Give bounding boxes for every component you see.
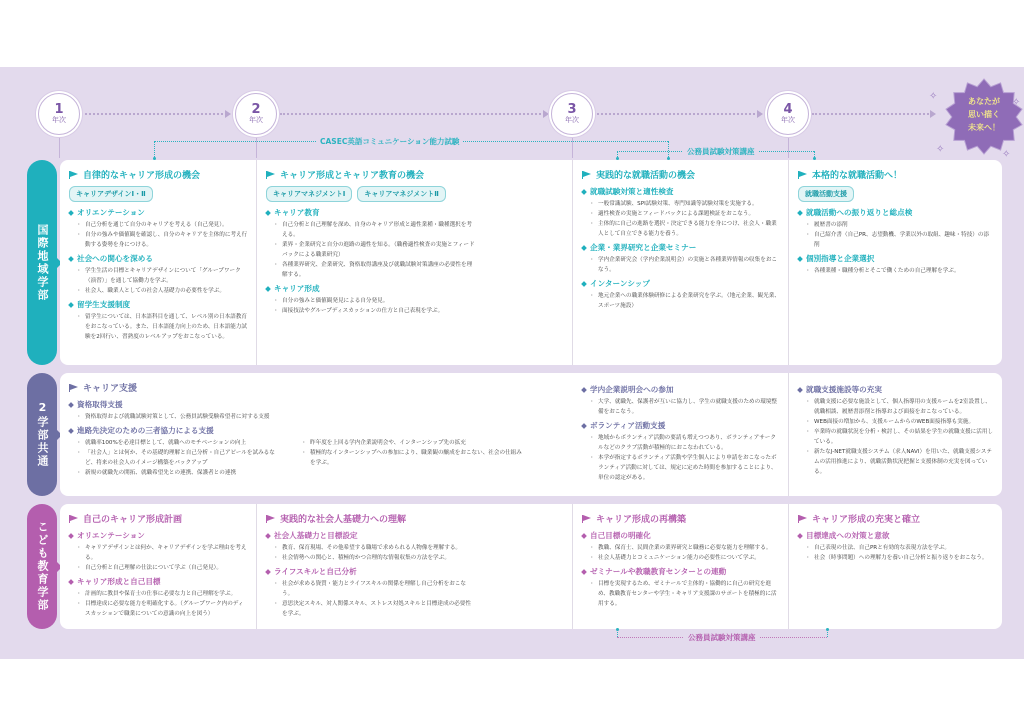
arrow-icon (543, 110, 549, 118)
flag-icon (266, 171, 276, 179)
international-dept-row (60, 160, 1002, 365)
course-pill: キャリアデザインⅠ・Ⅱ (69, 186, 153, 202)
section-title (582, 420, 780, 431)
list-item: ・ 履歴書の添削 (808, 220, 994, 230)
future-line: 未来へ！ (968, 123, 1000, 132)
column-title-text: 実践的な就職活動の機会 (596, 171, 696, 181)
year-1-marker (38, 93, 80, 135)
list-item: ・ 本学が指定するボランティア活動や学生個人により申請をおこなったボランティア活動に対しては、規定に定めた時間を参加することにより、単位の認定がある。 (592, 453, 780, 483)
arrow-icon (930, 110, 936, 118)
list-item: ・ 昨年度を上回る学内企業説明会や、インターンシップ先の拡充 (304, 438, 524, 448)
section-title (582, 278, 780, 289)
diamond-bullet-icon (68, 579, 74, 585)
list-item: ・ 資格取得および就職試験対策として、公務員試験受験希望者に対する支援 (79, 412, 565, 422)
section-title-text: 就職活動への振り返りと総点検 (806, 208, 913, 217)
flag-icon (582, 515, 592, 523)
timeline-connector (812, 113, 932, 115)
column-title-text: 自己のキャリア形成計画 (83, 515, 183, 525)
diamond-bullet-icon (68, 302, 74, 308)
section-title (582, 566, 780, 577)
list-item: ・ キャリアデザインとは何か、キャリアデザインを学ぶ理由を考える。 (79, 543, 248, 563)
children-year3-column (573, 504, 789, 629)
list-item: ・ 自己分析と自己理解の仕法について学ぶ（自己発見）。 (79, 563, 248, 573)
diamond-bullet-icon (68, 256, 74, 262)
section-title (266, 566, 564, 577)
section-title-text: ライフスキルと自己分析 (274, 567, 357, 576)
children-year4-column (789, 504, 1002, 629)
arrow-icon (225, 110, 231, 118)
common-row (60, 373, 1002, 496)
column-title-text: キャリア支援 (83, 384, 138, 394)
column-title (582, 168, 780, 181)
section-title-text: 留学生支援制度 (77, 300, 131, 309)
sparkle-icon: ✧ (929, 91, 938, 102)
section-title-text: オリエンテーション (77, 531, 145, 540)
list-item: ・ 留学生については、日本語科目を通して、レベル別の日本語教育をおこなっている。また、日本語能力向上のため、日本語能力試験を2回行い、習熟度のレベルアップをおこなっている。 (79, 312, 248, 342)
list-item: ・ 社会人基礎力とコミュニケーション能力の必要性について学ぶ。 (592, 553, 780, 563)
diamond-bullet-icon (265, 286, 271, 292)
section-title (266, 530, 564, 541)
dept-label-text: 国際地域学部 (36, 223, 49, 302)
diamond-bullet-icon (581, 387, 587, 393)
list-item: ・ 地元企業への職業体験研修による企業研究を学ぶ。（地元企業、観光業、スポーツ施設） (592, 291, 780, 311)
list-item: ・ 目標達成に必要な能力を明確化する。（グループワーク内のディスカッションで職業についての意識の向上を図う） (79, 599, 248, 619)
children-year2-column (257, 504, 573, 629)
sparkle-icon: ✧ (936, 144, 945, 155)
section-title-text: ボランティア活動支援 (590, 421, 666, 430)
list-item: ・ 教職、保育士、民間企業の業界研究と職務に必要な能力を理解する。 (592, 543, 780, 553)
section-title-text: 学内企業説明会への参加 (590, 385, 674, 394)
column-title-text: キャリア形成の充実と確立 (812, 515, 921, 525)
list-item: ・ 学内企業研究会（学内企業説明会）の実施と各種業界情報の収集をおこなう。 (592, 255, 780, 275)
list-item: ・ 適性検査の実施とフィードバックによる課題検証をおこなう。 (592, 209, 780, 219)
section-title-text: 目標達成への対策と意欲 (806, 531, 890, 540)
international-year1-column (60, 160, 257, 365)
column-title (69, 512, 248, 525)
flag-icon (798, 171, 808, 179)
year-2-marker (235, 93, 277, 135)
list-item: ・ WEB面接の増加から、支援ルームからのWEB面接指導も実施。 (808, 417, 994, 427)
section-title-text: 社会への関心を深める (77, 254, 153, 263)
timeline-drop-line (59, 136, 60, 158)
dept-label-text: こども教育学部 (36, 521, 49, 612)
diamond-bullet-icon (797, 387, 803, 393)
list-item: ・ 目標を実現するため、ゼミナールで主体的・協働的に自己の研究を進め、教職教育センターや学生・キャリア支援課のサポートを積極的に活用する。 (592, 579, 780, 609)
column-title (582, 512, 780, 525)
section-title (69, 299, 248, 310)
list-item: ・ 社会（時事問題）への理解力を養い自己分析と振り返りをおこなう。 (808, 553, 994, 563)
diamond-bullet-icon (797, 533, 803, 539)
list-item: ・ 地域からボランティア活動の要請も増えつつあり、ボランティアサークルなどのクラブ活動が積極的におこなわれている。 (592, 433, 780, 453)
section-title-text: インターンシップ (590, 279, 650, 288)
section-title-text: 個別指導と企業選択 (806, 254, 875, 263)
dept-label-common (27, 373, 57, 496)
diamond-bullet-icon (581, 189, 587, 195)
sparkle-icon: ✧ (1002, 149, 1011, 160)
section-title-text: 就職試験対策と適性検査 (590, 187, 674, 196)
column-title (266, 512, 564, 525)
year-label: 年次 (781, 116, 795, 124)
dept-label-international (27, 160, 57, 365)
course-pill: キャリアマネジメントⅡ (357, 186, 445, 202)
diamond-bullet-icon (265, 569, 271, 575)
section-title-text: ゼミナールや教職教育センターとの連動 (590, 567, 727, 576)
future-line: 思い描く (968, 110, 1000, 119)
list-item: ・ 就職支援に必要な施設として、個人指導用の支援ルームを2室設置し、就職相談、履歴書添削と指導および面接をおこなっている。 (808, 397, 994, 417)
column-title-text: 本格的な就職活動へ！ (812, 171, 903, 181)
list-item: ・ 主体的に自己の進路を選択・決定できる能力を身につけ、社会人・職業人として自立できる能力を養う。 (592, 219, 780, 239)
list-item: ・ 社会が求める資質・能力とライフスキルの関係を理解し自己分析をおこなう。 (276, 579, 476, 599)
year-label: 年次 (249, 116, 263, 124)
year-number: 1 (54, 102, 64, 117)
section-title (69, 207, 248, 218)
list-item: ・ 各種業種・職種分析とそこで働くための自己理解を学ぶ。 (808, 266, 994, 276)
list-item: ・ 教育、保育現場、その他希望する職場で求められる人物像を理解する。 (276, 543, 486, 553)
flag-icon (582, 171, 592, 179)
list-item: ・ 自己分析と自己理解を深め、自身のキャリア形成と適性業種・職種選択を考える。 (276, 220, 476, 240)
list-item: ・ 「社会人」とは何か、その基礎的理解と自己分析・自己アピールを試みるなど、将来の社会人のイメージ構築をバックアップ (79, 448, 284, 468)
column-title-text: キャリア形成とキャリア教育の機会 (280, 171, 425, 181)
section-title (798, 384, 994, 395)
timeline-connector (85, 113, 227, 115)
international-year4-column (789, 160, 1002, 365)
diamond-bullet-icon (581, 281, 587, 287)
common-year3-column (573, 373, 789, 496)
year-4-marker (767, 93, 809, 135)
section-title-text: 企業・業界研究と企業セミナー (590, 243, 697, 252)
list-item: ・ 社会情勢への関心と、積極的かつ合理的な情報収集の方法を学ぶ。 (276, 553, 486, 563)
section-title (582, 530, 780, 541)
list-item: ・ 自分の強みや価値観を確認し、自分のキャリアを主体的に考え行動する姿勢を身につける。 (79, 230, 248, 250)
section-title-text: キャリア教育 (274, 208, 320, 217)
arrow-icon (757, 110, 763, 118)
list-item: ・ 卒業時の就職状況を分析・検討し、その結果を学生の就職支援に活用している。 (808, 427, 994, 447)
column-title-text: 実践的な社会人基礎力への理解 (280, 515, 407, 525)
course-pill: キャリアマネジメントⅠ (266, 186, 352, 202)
timeline-connector (597, 113, 759, 115)
section-title (582, 242, 780, 253)
casec-exam-label: CASEC英語コミュニケーション能力試験 (316, 136, 463, 147)
column-title (69, 168, 248, 181)
civil-service-exam-label-bottom: 公務員試験対策講座 (684, 632, 760, 643)
list-item: ・ 就職率100%を必達目標として、就職へのモチベーションの向上 (79, 438, 284, 448)
year-label: 年次 (565, 116, 579, 124)
timeline-drop-line (256, 136, 257, 158)
timeline-connector (280, 113, 545, 115)
course-pill: 就職活動支援 (798, 186, 854, 202)
flag-icon (266, 515, 276, 523)
section-title-text: オリエンテーション (77, 208, 145, 217)
diamond-bullet-icon (68, 533, 74, 539)
section-title-text: 社会人基礎力と目標設定 (274, 531, 358, 540)
list-item: ・ 自己紹介書（自己PR、志望動機、学業以外の取組、趣味・特技）の添削 (808, 230, 994, 250)
flag-icon (69, 384, 79, 392)
flag-icon (69, 515, 79, 523)
column-title (798, 168, 994, 181)
dept-label-text: 2学部共通 (36, 401, 49, 468)
common-career-support-column (60, 373, 573, 496)
column-title (798, 512, 994, 525)
section-title (582, 186, 780, 197)
children-year1-column (60, 504, 257, 629)
list-item: ・ 各種業界研究、企業研究、資格取得講座及び就職試験対策講座の必要性を理解する。 (276, 260, 476, 280)
section-title-text: キャリア形成と自己目標 (77, 577, 161, 586)
column-title (266, 168, 564, 181)
list-item: ・ 面接技法やグループディスカッションの仕方と自己表現を学ぶ。 (276, 306, 564, 316)
diamond-bullet-icon (581, 569, 587, 575)
column-title-text: 自律的なキャリア形成の機会 (83, 171, 201, 181)
diamond-bullet-icon (68, 428, 74, 434)
section-title (69, 399, 565, 410)
timeline-drop-line (572, 136, 573, 158)
section-title (69, 425, 565, 436)
year-label: 年次 (52, 116, 66, 124)
column-title (69, 381, 565, 394)
section-title (69, 253, 248, 264)
list-item: ・ 新規の就職先の開拓、就職希望先との連携、保護者との連携 (79, 468, 284, 478)
list-item: ・ 自己分析を通じて自分のキャリアを考える（自己発見）。 (79, 220, 248, 230)
flag-icon (798, 515, 808, 523)
sparkle-icon: ✧ (1012, 97, 1021, 108)
common-year4-column (789, 373, 1002, 496)
section-title (69, 576, 248, 587)
diamond-bullet-icon (68, 402, 74, 408)
flag-icon (69, 171, 79, 179)
diamond-bullet-icon (581, 245, 587, 251)
international-year3-column (573, 160, 789, 365)
list-item: ・ 積極的なインターンシップへの参加により、職業観の醸成をおこない、社会の仕組みを学ぶ。 (304, 448, 524, 468)
section-title-text: 自己目標の明確化 (590, 531, 651, 540)
list-item: ・ 社会人、職業人としての社会人基礎力の必要性を学ぶ。 (79, 286, 248, 296)
list-item: ・ 新たなJ-NET就職支援システム（求人NAVI）を用いた、就職支援システムの活用推進により、就職活動状況把握と支援体制の充実を図っている。 (808, 447, 994, 477)
section-title (69, 530, 248, 541)
year-number: 4 (783, 102, 793, 117)
section-title (798, 253, 994, 264)
diamond-bullet-icon (797, 210, 803, 216)
section-title-text: 就職支援施設等の充実 (806, 385, 882, 394)
civil-service-exam-label: 公務員試験対策講座 (683, 146, 759, 157)
year-number: 3 (567, 102, 577, 117)
list-item: ・ 学生生活の目標とキャリアデザインについて「グループワーク（演習）」を通して協働力を学ぶ。 (79, 266, 248, 286)
section-title-text: キャリア形成 (274, 284, 320, 293)
section-title (266, 283, 564, 294)
section-title-text: 進路先決定のための三者協力による支援 (77, 426, 214, 435)
section-title-text: 資格取得支援 (77, 400, 123, 409)
timeline-drop-line (788, 136, 789, 158)
future-line: あなたが (968, 97, 1000, 106)
list-item: ・ 自己表現の仕法、自己PRと有効的な表現方法を学ぶ。 (808, 543, 994, 553)
diamond-bullet-icon (265, 533, 271, 539)
list-item: ・ 業界・企業研究と自分の進路の適性を知る。（職務適性検査の実施とフィードバックによる職業研究） (276, 240, 476, 260)
dept-label-children (27, 504, 57, 629)
list-item: ・ 意思決定スキル、対人関係スキル、ストレス対処スキルと目標達成の必要性を学ぶ。 (276, 599, 476, 619)
list-item: ・ 一般常識試験、SPI試験対策、専門知識等試験対策を実施する。 (592, 199, 780, 209)
column-title-text: キャリア形成の再構築 (596, 515, 687, 525)
list-item: ・ 自分の強みと価値観発見による自分発見。 (276, 296, 564, 306)
year-number: 2 (251, 102, 261, 117)
diamond-bullet-icon (581, 423, 587, 429)
diamond-bullet-icon (265, 210, 271, 216)
diamond-bullet-icon (797, 256, 803, 262)
section-title (582, 384, 780, 395)
year-3-marker (551, 93, 593, 135)
diamond-bullet-icon (68, 210, 74, 216)
international-year2-column (257, 160, 573, 365)
list-item: ・ 大学、就職先、保護者が互いに協力し、学生の就職支援のための環境整備をおこなう。 (592, 397, 780, 417)
diamond-bullet-icon (581, 533, 587, 539)
civil-service-bottom-bracket-left (617, 629, 618, 637)
list-item: ・ 計画的に教員や保育士の仕事に必要な力と自己理解を学ぶ。 (79, 589, 248, 599)
section-title (266, 207, 564, 218)
section-title (798, 207, 994, 218)
section-title (798, 530, 994, 541)
civil-service-bottom-bracket-right (827, 629, 828, 637)
children-dept-row (60, 504, 1002, 629)
